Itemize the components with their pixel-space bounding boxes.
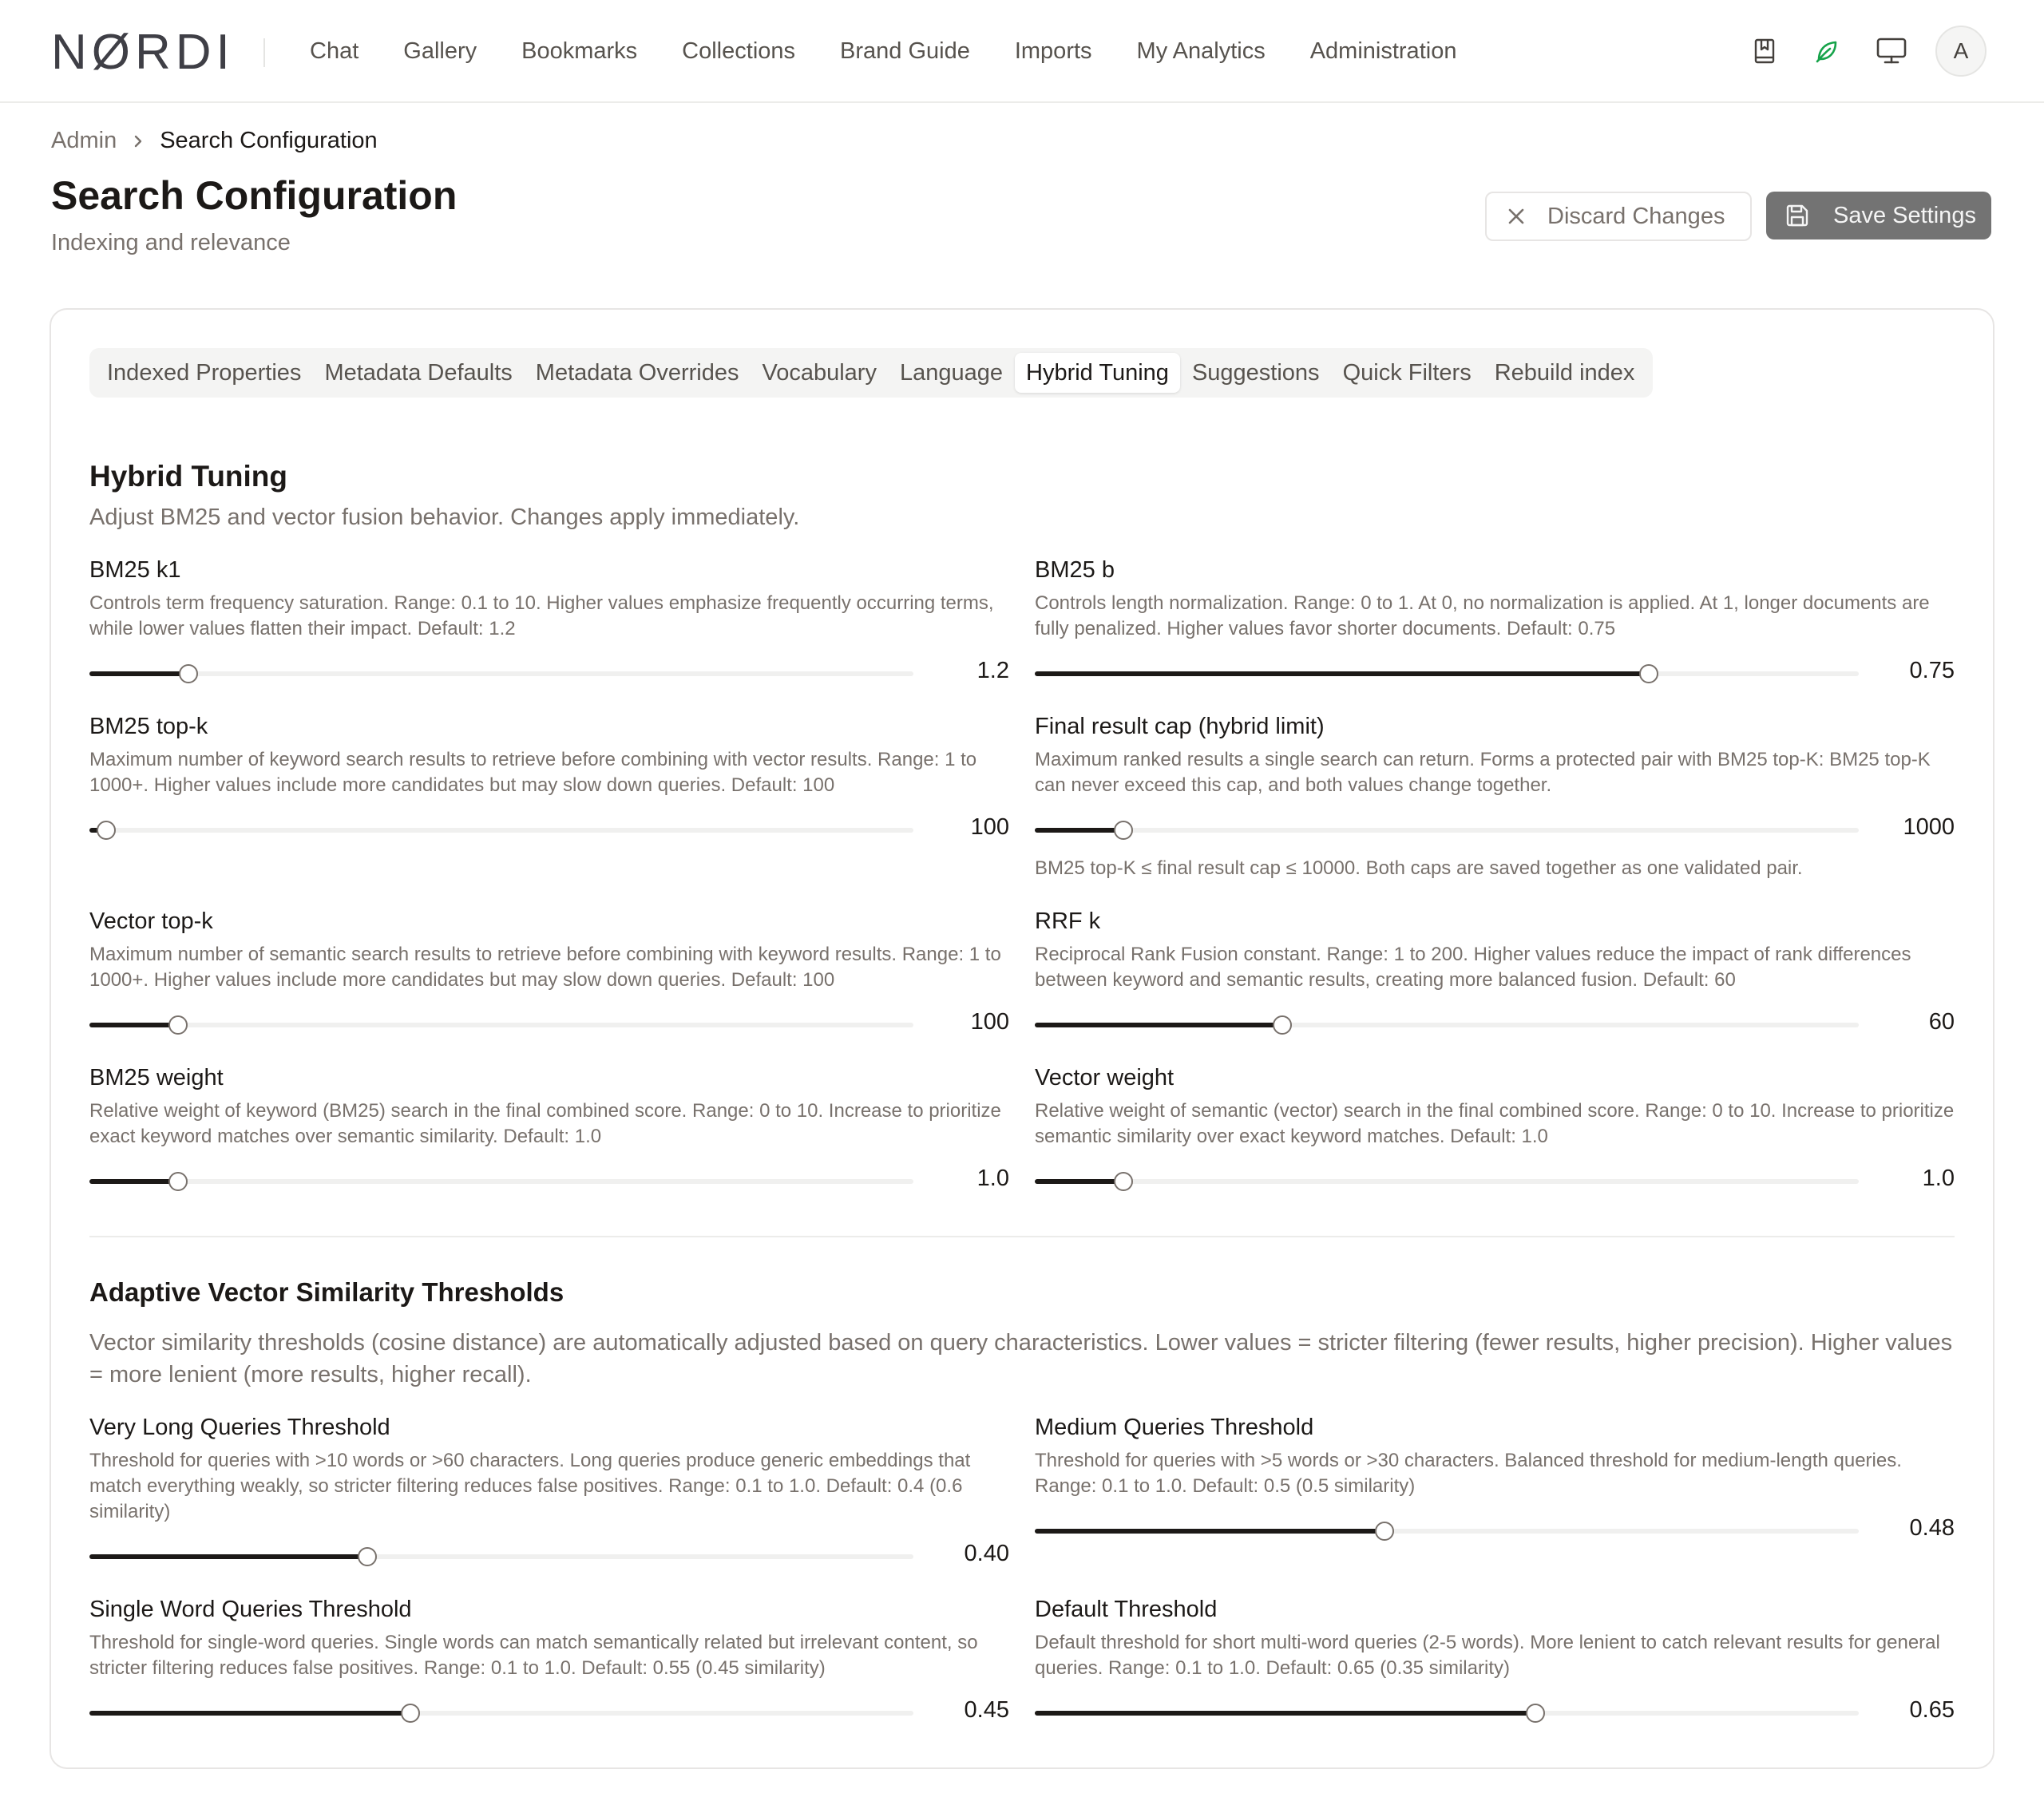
slider-thumb[interactable] — [1114, 1172, 1133, 1191]
medium-queries-slider[interactable] — [1035, 1515, 1955, 1542]
final-result-cap-slider[interactable] — [1035, 814, 1955, 841]
slider-value: 1.0 — [1922, 1166, 1955, 1191]
bookmark-book-icon[interactable] — [1749, 35, 1781, 67]
slider-track[interactable] — [89, 671, 913, 676]
field-description: Maximum number of semantic search results to retrieve before combining with keyword results. Range: 1 to 1000+. Higher values include more candidates but may slow down queries. Default: 100 — [89, 944, 1001, 991]
breadcrumb — [51, 128, 378, 154]
avatar-initial: A — [1953, 38, 1969, 63]
field-description: Threshold for single-word queries. Single words can match semantically related but irrelevant content, so stricter filtering reduces false positives. Range: 0.1 to 1.0. Default: 0.55 (0.45 similarity) — [89, 1632, 978, 1679]
adaptive-thresholds-description: Vector similarity thresholds (cosine distance) are automatically adjusted based on query characteristics. Lower values = stricter filtering (fewer results, higher precision). Higher values = more lenient (more results, higher recall). — [89, 1330, 1953, 1387]
logo-divider — [263, 38, 265, 67]
slider-fill — [1035, 1179, 1123, 1184]
slider-thumb[interactable] — [358, 1547, 377, 1566]
slider-thumb[interactable] — [168, 1015, 188, 1035]
field-label: Vector weight — [1035, 1065, 1175, 1090]
single-word-queries-slider[interactable] — [89, 1697, 1009, 1724]
save-icon — [1785, 204, 1809, 228]
field-description: Relative weight of semantic (vector) search in the final combined score. Range: 0 to 10. Increase to prioritize semantic similarity over exact keyword matches. Default: 1.0 — [1035, 1100, 1955, 1147]
field-label: Final result cap (hybrid limit) — [1035, 714, 1325, 739]
field-label: Medium Queries Threshold — [1035, 1415, 1314, 1440]
field-description: Relative weight of keyword (BM25) search in the final combined score. Range: 0 to 10. Increase to prioritize exact keyword matches over semantic similarity. Default: 1.0 — [89, 1100, 1001, 1147]
field-label: BM25 b — [1035, 557, 1115, 583]
nav-collections[interactable]: Collections — [682, 38, 796, 64]
slider-fill — [89, 1179, 178, 1184]
tab-suggestions[interactable]: Suggestions — [1191, 359, 1320, 386]
single-word-queries-threshold-field — [89, 1595, 1009, 1723]
tab-metadata-overrides[interactable]: Metadata Overrides — [535, 359, 739, 386]
final-result-cap-field — [1035, 712, 1955, 879]
breadcrumb-admin-link[interactable]: Admin — [51, 128, 117, 153]
rrf-k-field — [1035, 907, 1955, 1035]
user-avatar[interactable] — [1935, 26, 1987, 77]
tab-indexed-properties[interactable]: Indexed Properties — [107, 359, 302, 386]
tab-quick-filters[interactable]: Quick Filters — [1342, 359, 1472, 386]
slider-track[interactable] — [89, 828, 913, 833]
default-threshold-field — [1035, 1595, 1955, 1723]
vector-top-k-slider[interactable] — [89, 1009, 1009, 1036]
vector-weight-field — [1035, 1063, 1955, 1191]
slider-fill — [89, 1023, 178, 1027]
slider-value: 100 — [970, 814, 1009, 840]
slider-thumb[interactable] — [401, 1704, 420, 1723]
slider-value: 100 — [970, 1009, 1009, 1035]
slider-thumb[interactable] — [97, 821, 116, 840]
field-label: Vector top-k — [89, 908, 213, 934]
field-description: Threshold for queries with >10 words or >60 characters. Long queries produce generic embeddings that match everything weakly, so stricter filtering reduces false positives. Range: 0.1 to 1.0. Default: 0.4 (0.6 similarity) — [89, 1450, 971, 1522]
hybrid-tuning-description: Adjust BM25 and vector fusion behavior. Changes apply immediately. — [89, 505, 800, 530]
field-label: BM25 k1 — [89, 557, 181, 583]
slider-value: 0.40 — [964, 1541, 1009, 1566]
result-cap-note: BM25 top-K ≤ final result cap ≤ 10000. Both caps are saved together as one validated pair. — [1035, 857, 1803, 879]
nordi-logo[interactable] — [51, 29, 243, 73]
vector-top-k-field — [89, 907, 1009, 1035]
breadcrumb-current: Search Configuration — [160, 128, 378, 153]
save-settings-button[interactable] — [1766, 192, 1991, 239]
bm25-b-field — [1035, 556, 1955, 683]
medium-queries-threshold-field — [1035, 1413, 1955, 1541]
slider-value: 0.65 — [1909, 1697, 1955, 1723]
default-threshold-slider[interactable] — [1035, 1697, 1955, 1724]
slider-value: 60 — [1928, 1009, 1955, 1035]
page-subtitle: Indexing and relevance — [51, 230, 291, 255]
slider-thumb[interactable] — [179, 664, 198, 683]
logo-text: NØRDI — [51, 29, 235, 73]
slider-value: 0.48 — [1909, 1515, 1955, 1541]
slider-fill — [1035, 828, 1123, 833]
field-label: BM25 weight — [89, 1065, 224, 1090]
section-divider — [89, 1236, 1955, 1237]
slider-track[interactable] — [1035, 828, 1859, 833]
monitor-icon[interactable] — [1873, 35, 1910, 67]
nav-my-analytics[interactable]: My Analytics — [1136, 38, 1266, 64]
field-description: Default threshold for short multi-word queries (2-5 words). More lenient to catch relevant results for general queries. Range: 0.1 to 1.0. Default: 0.65 (0.35 similarity) — [1035, 1632, 1940, 1679]
slider-thumb[interactable] — [1639, 664, 1658, 683]
settings-tabs — [89, 348, 1653, 398]
nav-imports[interactable]: Imports — [1014, 38, 1092, 64]
slider-thumb[interactable] — [168, 1172, 188, 1191]
very-long-queries-slider[interactable] — [89, 1541, 1009, 1568]
slider-value: 0.45 — [964, 1697, 1009, 1723]
slider-thumb[interactable] — [1375, 1522, 1394, 1541]
field-label: BM25 top-k — [89, 714, 208, 739]
slider-thumb[interactable] — [1526, 1704, 1545, 1723]
slider-fill — [1035, 1023, 1282, 1027]
slider-value: 1.2 — [976, 658, 1009, 683]
field-description: Controls term frequency saturation. Range: 0.1 to 10. Higher values emphasize frequently occurring terms, while lower values flatten their impact. Default: 1.2 — [89, 592, 994, 639]
slider-fill — [1035, 1711, 1535, 1716]
bm25-top-k-field — [89, 712, 1009, 840]
bm25-weight-slider[interactable] — [89, 1166, 1009, 1193]
slider-fill — [1035, 1529, 1384, 1534]
slider-value: 1000 — [1903, 814, 1955, 840]
nav-gallery[interactable]: Gallery — [403, 38, 477, 64]
slider-thumb[interactable] — [1273, 1015, 1292, 1035]
discard-changes-button[interactable] — [1485, 192, 1752, 241]
main-nav — [310, 0, 1501, 103]
bm25-top-k-slider[interactable] — [89, 814, 1009, 841]
slider-fill — [89, 1711, 410, 1716]
chevron-right-icon — [133, 133, 144, 149]
tab-vocabulary[interactable]: Vocabulary — [762, 359, 877, 386]
bm25-k1-slider[interactable] — [89, 658, 1009, 685]
bm25-b-slider[interactable] — [1035, 658, 1955, 685]
slider-value: 1.0 — [976, 1166, 1009, 1191]
nav-administration[interactable]: Administration — [1309, 38, 1457, 64]
slider-fill — [89, 671, 188, 676]
nav-chat[interactable]: Chat — [310, 38, 359, 64]
nav-brand-guide[interactable]: Brand Guide — [840, 38, 970, 64]
tab-hybrid-tuning[interactable]: Hybrid Tuning — [1015, 353, 1180, 393]
field-description: Maximum number of keyword search results to retrieve before combining with vector results. Range: 1 to 1000+. Higher values include more candidates but may slow down queries. Default: 100 — [89, 749, 977, 796]
slider-thumb[interactable] — [1114, 821, 1133, 840]
bm25-k1-field — [89, 556, 1009, 683]
adaptive-thresholds-title: Adaptive Vector Similarity Thresholds — [89, 1277, 564, 1307]
field-label: RRF k — [1035, 908, 1101, 934]
leaf-icon[interactable] — [1811, 35, 1843, 67]
slider-fill — [1035, 671, 1649, 676]
field-label: Single Word Queries Threshold — [89, 1597, 412, 1622]
top-navbar — [0, 0, 2044, 103]
rrf-k-slider[interactable] — [1035, 1009, 1955, 1036]
close-icon — [1507, 208, 1525, 225]
discard-changes-label: Discard Changes — [1547, 203, 1725, 229]
field-description: Controls length normalization. Range: 0 to 1. At 0, no normalization is applied. At 1, longer documents are fully penalized. Higher values favor shorter documents. Default: 0.75 — [1035, 592, 1930, 639]
tab-metadata-defaults[interactable]: Metadata Defaults — [324, 359, 513, 386]
field-description: Maximum ranked results a single search can return. Forms a protected pair with BM25 top-K: BM25 top-K can never exceed this cap, and both values change together. — [1035, 749, 1931, 796]
tab-language[interactable]: Language — [899, 359, 1003, 386]
save-settings-label: Save Settings — [1833, 202, 1976, 228]
field-label: Very Long Queries Threshold — [89, 1415, 390, 1440]
slider-value: 0.75 — [1909, 658, 1955, 683]
tab-rebuild-index[interactable]: Rebuild index — [1494, 359, 1635, 386]
vector-weight-slider[interactable] — [1035, 1166, 1955, 1193]
slider-fill — [89, 1554, 367, 1559]
bm25-weight-field — [89, 1063, 1009, 1191]
field-label: Default Threshold — [1035, 1597, 1218, 1622]
hybrid-tuning-title: Hybrid Tuning — [89, 460, 287, 493]
slider-track[interactable] — [89, 1179, 913, 1184]
slider-track[interactable] — [1035, 1179, 1859, 1184]
field-description: Reciprocal Rank Fusion constant. Range: 1 to 200. Higher values reduce the impact of rank differences between keyword and semantic results, creating more balanced fusion. Default: 60 — [1035, 944, 1911, 991]
field-description: Threshold for queries with >5 words or >30 characters. Balanced threshold for medium-length queries. Range: 0.1 to 1.0. Default: 0.5 (0.5 similarity) — [1035, 1450, 1902, 1497]
slider-track[interactable] — [89, 1023, 913, 1027]
nav-bookmarks[interactable]: Bookmarks — [521, 38, 638, 64]
very-long-queries-threshold-field — [89, 1413, 1009, 1566]
page-title: Search Configuration — [51, 173, 458, 218]
